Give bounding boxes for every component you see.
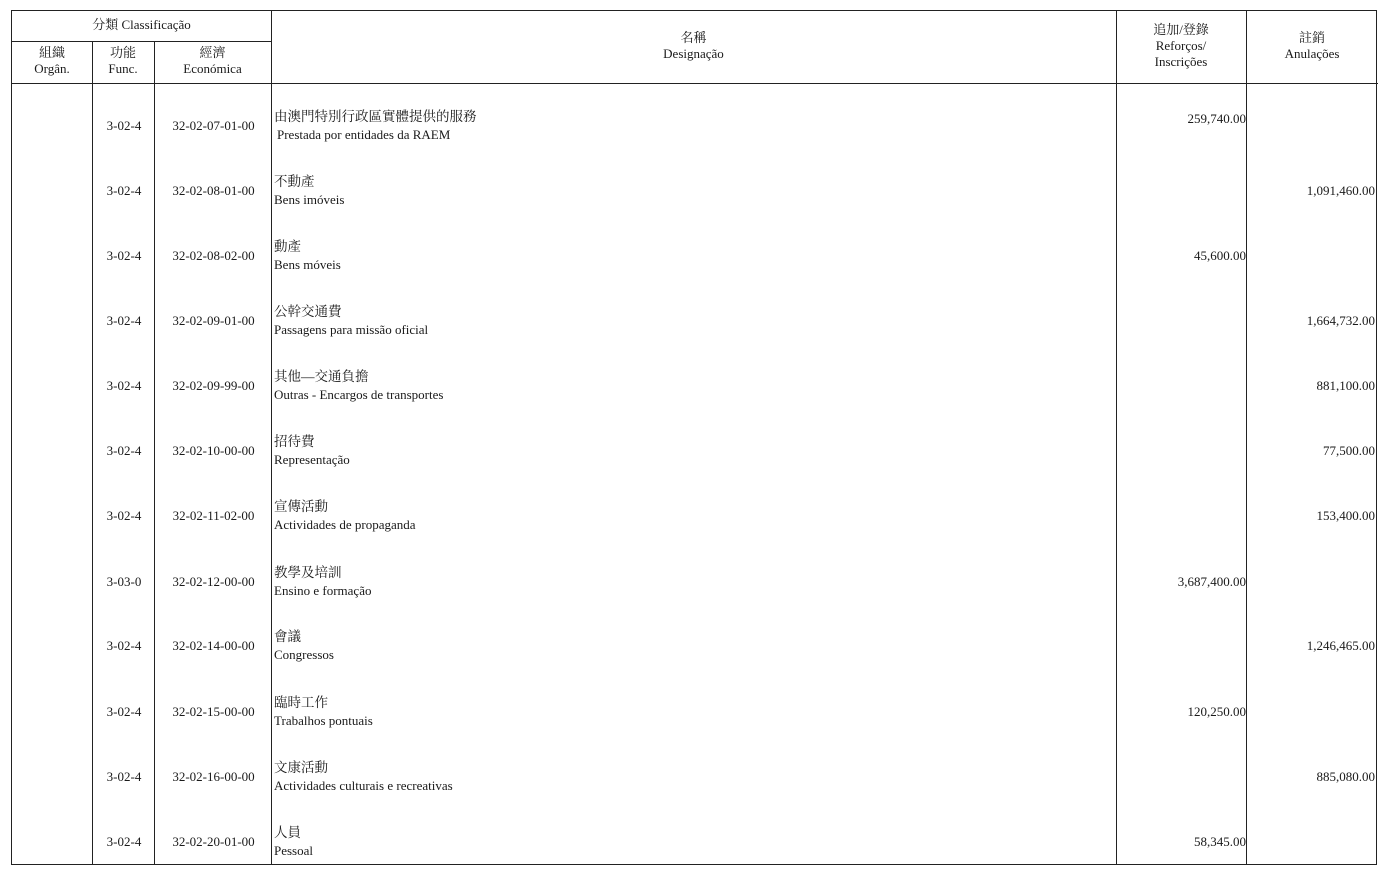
econ-code: 32-02-14-00-00	[172, 638, 255, 653]
anulacoes-amount: 1,091,460.00	[1306, 183, 1375, 198]
designation-pt: Actividades de propaganda	[274, 517, 416, 532]
designation-pt: Passagens para missão oficial	[274, 322, 429, 337]
func-code: 3-03-0	[106, 574, 142, 589]
header-reforcos-pt1: Reforços/	[1155, 38, 1207, 53]
header-bottom-rule	[12, 83, 1378, 84]
func-code: 3-02-4	[106, 183, 142, 198]
designation-zh: 會議	[274, 629, 301, 644]
designation-zh: 臨時工作	[274, 695, 328, 710]
header-anulacoes	[1246, 30, 1378, 62]
designation-zh: 教學及培訓	[274, 565, 342, 580]
designation-pt: Ensino e formação	[274, 583, 372, 598]
econ-code: 32-02-08-01-00	[172, 183, 255, 198]
reforcos-amount: 58,345.00	[1194, 834, 1246, 849]
designation-zh: 文康活動	[274, 760, 328, 775]
classification-underline	[12, 41, 271, 42]
designation	[274, 303, 428, 338]
header-reforcos	[1116, 22, 1246, 70]
func-code: 3-02-4	[106, 248, 142, 263]
designation-zh: 公幹交通費	[274, 304, 342, 319]
header-designation-zh: 名稱	[680, 30, 707, 45]
designation	[274, 238, 341, 273]
table-row	[12, 812, 1378, 872]
table-row	[12, 421, 1378, 481]
table-row	[12, 356, 1378, 416]
header-econ	[154, 45, 271, 77]
designation-pt: Trabalhos pontuais	[274, 713, 373, 728]
reforcos-amount: 45,600.00	[1194, 248, 1246, 263]
func-code: 3-02-4	[106, 313, 142, 328]
table-row	[12, 226, 1378, 286]
func-code: 3-02-4	[106, 769, 142, 784]
designation-pt: Bens móveis	[274, 257, 341, 272]
header-organ-zh: 組織	[38, 45, 65, 60]
func-code: 3-02-4	[106, 443, 142, 458]
header-anulacoes-zh: 註銷	[1298, 30, 1325, 45]
table-row	[12, 161, 1378, 221]
designation-pt: Actividades culturais e recreativas	[274, 778, 453, 793]
designation-zh: 動產	[274, 239, 301, 254]
designation	[274, 759, 453, 794]
func-code: 3-02-4	[106, 834, 142, 849]
table-row	[12, 96, 1378, 156]
anulacoes-amount: 153,400.00	[1316, 508, 1375, 523]
econ-code: 32-02-08-02-00	[172, 248, 255, 263]
designation-zh: 招待費	[274, 434, 315, 449]
econ-code: 32-02-15-00-00	[172, 704, 255, 719]
designation	[274, 628, 334, 663]
header-reforcos-zh: 追加/登錄	[1153, 22, 1209, 37]
econ-code: 32-02-09-01-00	[172, 313, 255, 328]
designation	[274, 173, 344, 208]
header-classification: 分類 Classificação	[92, 17, 191, 32]
func-code: 3-02-4	[106, 378, 142, 393]
table-row	[12, 616, 1378, 676]
designation-zh: 其他—交通負擔	[274, 369, 369, 384]
designation	[274, 433, 350, 468]
econ-code: 32-02-10-00-00	[172, 443, 255, 458]
table-row	[12, 291, 1378, 351]
designation	[274, 824, 313, 859]
designation-zh: 不動產	[274, 174, 315, 189]
designation-pt: Prestada por entidades da RAEM	[277, 127, 451, 142]
func-code: 3-02-4	[106, 638, 142, 653]
header-econ-pt: Económica	[183, 61, 242, 76]
designation-pt: Congressos	[274, 647, 334, 662]
econ-code: 32-02-20-01-00	[172, 834, 255, 849]
econ-code: 32-02-16-00-00	[172, 769, 255, 784]
header-designation	[271, 30, 1116, 62]
designation	[274, 694, 373, 729]
table-row	[12, 682, 1378, 742]
anulacoes-amount: 1,664,732.00	[1306, 313, 1375, 328]
anulacoes-amount: 1,246,465.00	[1306, 638, 1375, 653]
designation-zh: 宣傳活動	[274, 499, 328, 514]
table-row	[12, 747, 1378, 807]
reforcos-amount: 120,250.00	[1187, 704, 1246, 719]
designation-pt: Outras - Encargos de transportes	[274, 387, 444, 402]
header-func-pt: Func.	[108, 61, 138, 76]
econ-code: 32-02-07-01-00	[172, 118, 255, 133]
econ-code: 32-02-12-00-00	[172, 574, 255, 589]
designation-pt: Bens imóveis	[274, 192, 345, 207]
econ-code: 32-02-09-99-00	[172, 378, 255, 393]
header-func-zh: 功能	[109, 45, 136, 60]
func-code: 3-02-4	[106, 118, 142, 133]
table-row	[12, 552, 1378, 612]
designation	[274, 108, 477, 143]
reforcos-amount: 259,740.00	[1187, 111, 1246, 126]
header-anulacoes-pt: Anulações	[1284, 46, 1340, 61]
header-organ	[12, 45, 92, 77]
designation	[274, 498, 416, 533]
designation	[274, 564, 371, 599]
header-organ-pt: Orgân.	[34, 61, 70, 76]
reforcos-amount: 3,687,400.00	[1177, 574, 1246, 589]
header-reforcos-pt2: Inscrições	[1154, 54, 1208, 69]
designation-zh: 由澳門特別行政區實體提供的服務	[274, 109, 477, 124]
header-econ-zh: 經濟	[199, 45, 226, 60]
designation-zh: 人員	[274, 825, 301, 840]
designation-pt: Pessoal	[274, 843, 313, 858]
designation	[274, 368, 443, 403]
header-func	[92, 45, 154, 77]
econ-code: 32-02-11-02-00	[172, 508, 255, 523]
func-code: 3-02-4	[106, 508, 142, 523]
budget-table	[11, 10, 1377, 865]
header-designation-pt: Designação	[663, 46, 724, 61]
anulacoes-amount: 881,100.00	[1316, 378, 1375, 393]
func-code: 3-02-4	[106, 704, 142, 719]
table-row	[12, 486, 1378, 546]
anulacoes-amount: 77,500.00	[1323, 443, 1375, 458]
anulacoes-amount: 885,080.00	[1316, 769, 1375, 784]
designation-pt: Representação	[274, 452, 350, 467]
